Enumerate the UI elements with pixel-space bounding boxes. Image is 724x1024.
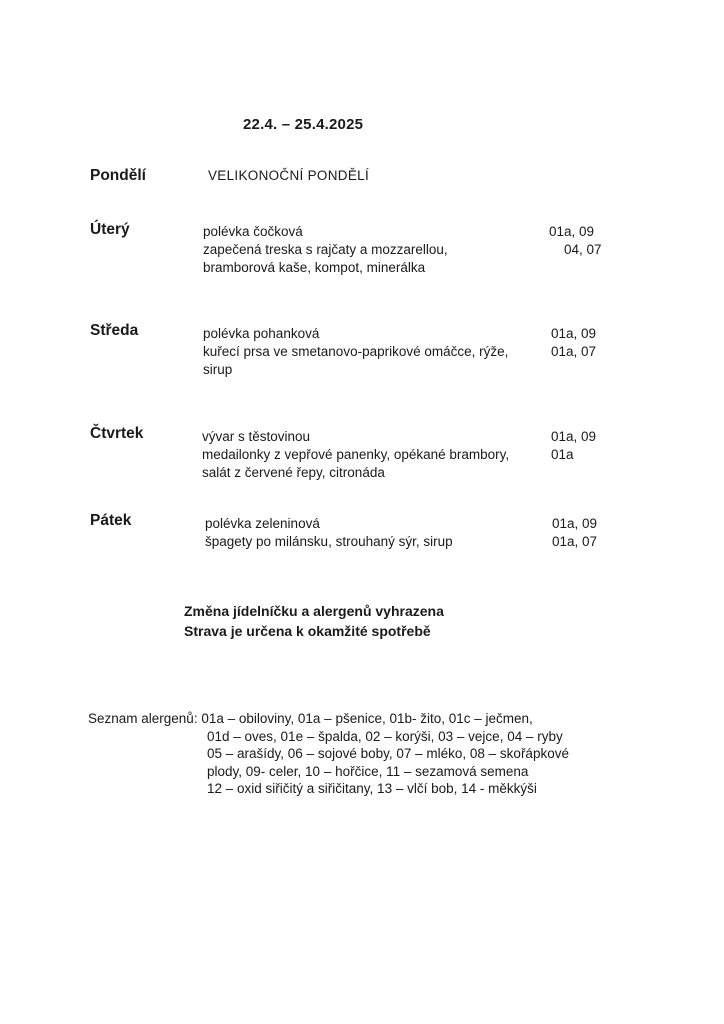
- notice-immediate-consumption: Strava je určena k okamžité spotřebě: [184, 623, 431, 639]
- day-label-tuesday: Úterý: [90, 221, 130, 238]
- allergen-list-line: 12 – oxid siřičitý a siřičitany, 13 – vlčí bob, 14 - měkkýši: [207, 781, 537, 796]
- allergen-list-line: 01d – oves, 01e – špalda, 02 – korýši, 03 – vejce, 04 – ryby: [207, 728, 563, 744]
- allergen-codes-tuesday: [549, 223, 602, 259]
- date-range-heading: 22.4. – 25.4.2025: [243, 116, 364, 133]
- day-label-friday: Pátek: [90, 512, 132, 529]
- menu-notice: [184, 601, 444, 641]
- menu-item: vývar s těstovinou: [202, 429, 311, 444]
- menu-item: medailonky z vepřové panenky, opékané brambory,: [202, 447, 510, 462]
- menu-item: sirup: [203, 362, 233, 377]
- menu-item: špagety po milánsku, strouhaný sýr, sirup: [205, 534, 453, 549]
- menu-item: polévka pohanková: [203, 326, 320, 341]
- allergen-code: 01a, 07: [551, 344, 597, 359]
- allergen-list-line: plody, 09- celer, 10 – hořčice, 11 – sezamová semena: [207, 763, 529, 779]
- allergen-code: 01a, 09: [552, 516, 598, 531]
- allergen-list-label: Seznam alergenů:: [88, 711, 198, 726]
- menu-item: polévka zeleninová: [205, 516, 320, 531]
- notice-change-reserved: Změna jídelníčku a alergenů vyhrazena: [184, 603, 444, 619]
- allergen-codes-friday: [552, 515, 597, 551]
- allergen-list-line: 01a – obiloviny, 01a – pšenice, 01b- žito, 01c – ječmen,: [201, 711, 533, 726]
- menu-items-wednesday: [203, 325, 508, 379]
- menu-item: bramborová kaše, kompot, minerálka: [203, 260, 426, 275]
- menu-item: zapečená treska s rajčaty a mozzarellou,: [203, 242, 448, 257]
- allergen-code: 01a, 09: [551, 429, 597, 444]
- menu-item: polévka čočková: [203, 224, 303, 239]
- allergen-code: 01a, 09: [551, 326, 597, 341]
- allergen-list-row: [88, 710, 569, 728]
- menu-items-thursday: [202, 428, 509, 482]
- menu-items-tuesday: [203, 223, 448, 277]
- menu-item: salát z červené řepy, citronáda: [202, 465, 385, 480]
- menu-items-friday: [205, 515, 453, 551]
- allergen-code: 01a, 09: [549, 224, 595, 239]
- day-label-monday: Pondělí: [90, 167, 146, 184]
- day-label-wednesday: Středa: [90, 322, 139, 339]
- allergen-code: 01a: [551, 447, 574, 462]
- allergen-codes-thursday: [551, 428, 596, 464]
- day-label-thursday: Čtvrtek: [90, 425, 144, 442]
- menu-item: kuřecí prsa ve smetanovo-paprikové omáčce, rýže,: [203, 344, 509, 359]
- allergen-list-line: 05 – arašídy, 06 – sojové boby, 07 – mléko, 08 – skořápkové: [207, 746, 569, 761]
- holiday-note: VELIKONOČNÍ PONDĚLÍ: [208, 168, 369, 183]
- allergen-code: 01a, 07: [552, 534, 598, 549]
- allergen-codes-wednesday: [551, 325, 596, 361]
- allergen-list: [88, 710, 569, 798]
- allergen-code: 04, 07: [564, 242, 602, 257]
